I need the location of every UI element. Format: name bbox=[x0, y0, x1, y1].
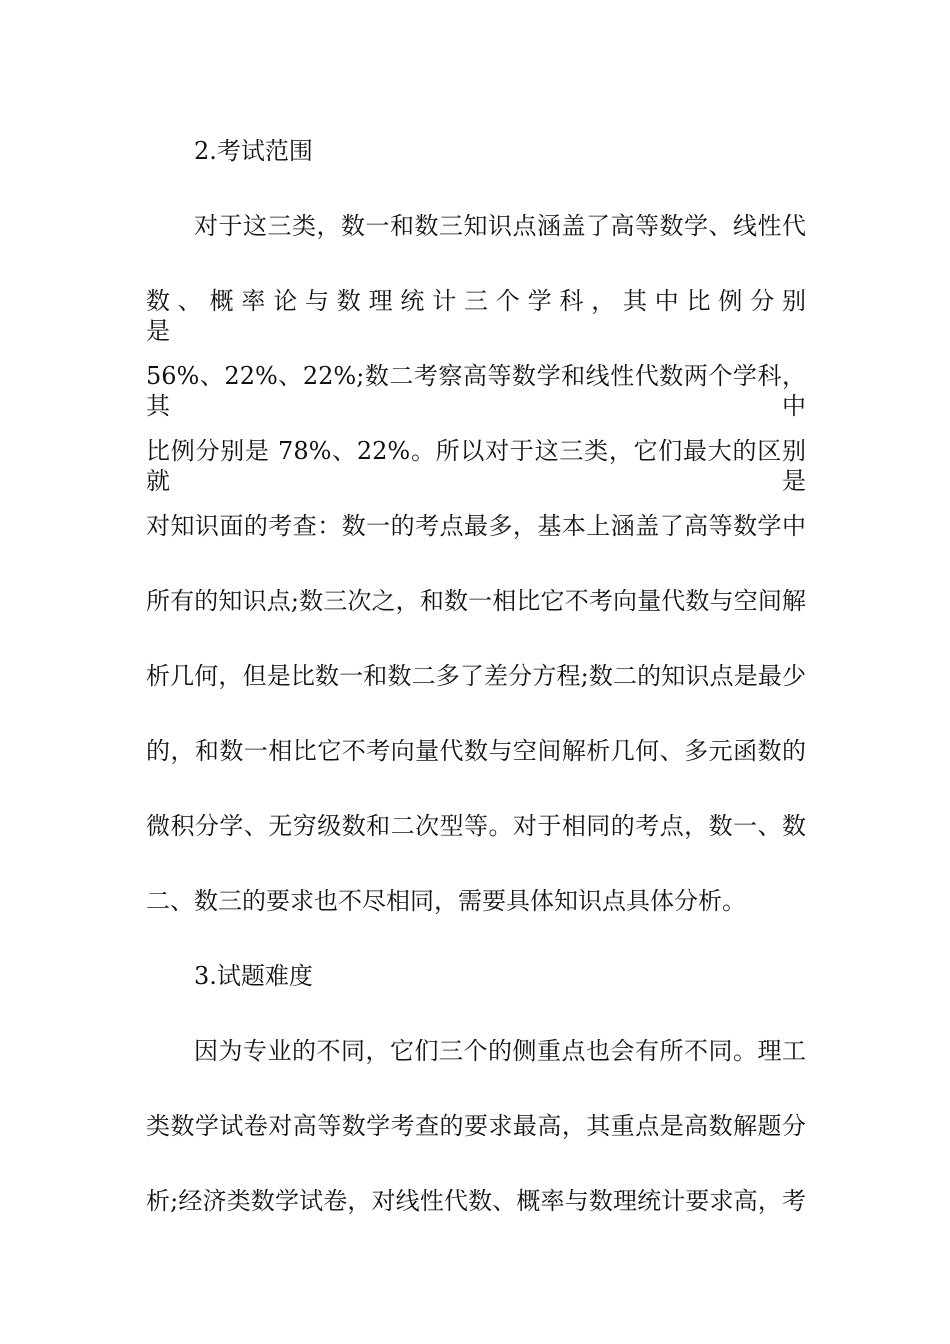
paragraph-line: 的，和数一相比它不考向量代数与空间解析几何、多元函数的 bbox=[146, 737, 806, 765]
paragraph-line: 对知识面的考查：数一的考点最多，基本上涵盖了高等数学中 bbox=[146, 512, 806, 540]
paragraph-line: 析;经济类数学试卷，对线性代数、概率与数理统计要求高，考 bbox=[146, 1187, 806, 1215]
paragraph-line: 二、数三的要求也不尽相同，需要具体知识点具体分析。 bbox=[146, 887, 746, 915]
paragraph-line: 微积分学、无穷级数和二次型等。对于相同的考点，数一、数 bbox=[146, 812, 806, 840]
paragraph-line: 56%、22%、22%;数二考察高等数学和线性代数两个学科，其中 bbox=[146, 362, 806, 420]
paragraph-line: 所有的知识点;数三次之，和数一相比它不考向量代数与空间解 bbox=[146, 587, 806, 615]
paragraph-line: 数 、 概 率 论 与 数 理 统 计 三 个 学 科 ， 其 中 比 例 分 别 是 bbox=[146, 287, 806, 345]
section-heading-2: 2.考试范围 bbox=[194, 137, 313, 165]
section-heading-3: 3.试题难度 bbox=[194, 962, 313, 990]
paragraph-line: 类数学试卷对高等数学考查的要求最高，其重点是高数解题分 bbox=[146, 1112, 806, 1140]
paragraph-line: 比例分别是 78%、22%。所以对于这三类，它们最大的区别就是 bbox=[146, 437, 806, 495]
paragraph-line: 析几何，但是比数一和数二多了差分方程;数二的知识点是最少 bbox=[146, 662, 806, 690]
paragraph-line: 对于这三类，数一和数三知识点涵盖了高等数学、线性代 bbox=[194, 212, 806, 240]
paragraph-line: 因为专业的不同，它们三个的侧重点也会有所不同。理工 bbox=[194, 1037, 806, 1065]
